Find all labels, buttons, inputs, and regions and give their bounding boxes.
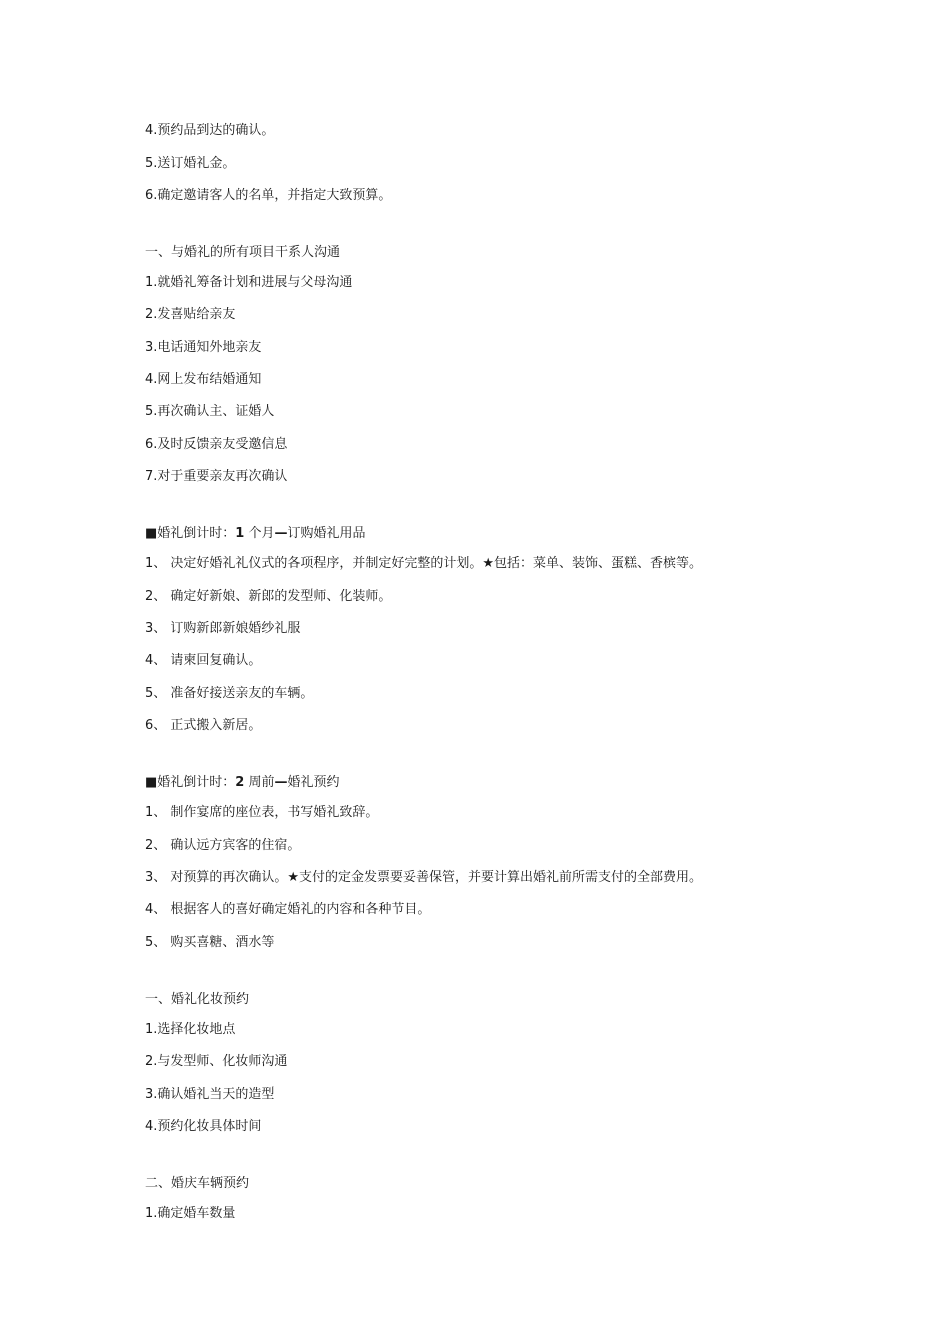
list-item: 3.电话通知外地亲友 <box>145 340 262 355</box>
list-item: 2.与发型师、化妆师沟通 <box>145 1054 288 1069</box>
section-heading-two-weeks <box>145 774 340 792</box>
section-heading-cars: 二、婚庆车辆预约 <box>145 1176 250 1191</box>
list-item: 4.网上发布结婚通知 <box>145 372 262 387</box>
list-item: 3.确认婚礼当天的造型 <box>145 1087 275 1102</box>
section-heading-makeup: 一、婚礼化妆预约 <box>145 992 250 1007</box>
list-item: 2.发喜贴给亲友 <box>145 307 236 322</box>
list-item: 1.确定婚车数量 <box>145 1206 236 1221</box>
section-heading-communication: 一、与婚礼的所有项目干系人沟通 <box>145 245 341 260</box>
heading-dash: — <box>274 526 288 541</box>
list-item: 4.预约化妆具体时间 <box>145 1119 262 1134</box>
list-item: 1.就婚礼筹备计划和进展与父母沟通 <box>145 275 353 290</box>
section-heading-one-month <box>145 525 366 543</box>
list-item: 3、 订购新郎新娘婚纱礼服 <box>145 621 301 636</box>
heading-number: 1 <box>235 526 245 541</box>
list-item: 6、 正式搬入新居。 <box>145 718 262 733</box>
heading-number: 2 <box>235 775 245 790</box>
list-item: 3、 对预算的再次确认。★支付的定金发票要妥善保管，并要计算出婚礼前所需支付的全部费用。 <box>145 870 703 885</box>
list-item: 4、 根据客人的喜好确定婚礼的内容和各种节目。 <box>145 902 431 917</box>
list-item: 5.送订婚礼金。 <box>145 156 236 171</box>
heading-unit: 个月 <box>244 526 275 541</box>
list-item: 6.及时反馈亲友受邀信息 <box>145 437 288 452</box>
list-item: 4、 请柬回复确认。 <box>145 653 262 668</box>
list-item: 7.对于重要亲友再次确认 <box>145 469 288 484</box>
heading-dash: — <box>274 775 288 790</box>
list-item: 6.确定邀请客人的名单，并指定大致预算。 <box>145 188 392 203</box>
list-item: 5、 准备好接送亲友的车辆。 <box>145 686 314 701</box>
list-item: 5.再次确认主、证婚人 <box>145 404 275 419</box>
heading-suffix: 婚礼预约 <box>287 775 340 790</box>
heading-suffix: 订购婚礼用品 <box>287 526 366 541</box>
list-item: 1、 决定好婚礼礼仪式的各项程序，并制定好完整的计划。★包括：菜单、装饰、蛋糕、香槟等。 <box>145 556 703 571</box>
list-item: 5、 购买喜糖、酒水等 <box>145 935 275 950</box>
list-item: 1、 制作宴席的座位表，书写婚礼致辞。 <box>145 805 379 820</box>
heading-prefix: ■婚礼倒计时： <box>145 775 236 790</box>
list-item: 2、 确定好新娘、新郎的发型师、化装师。 <box>145 589 392 604</box>
list-item: 4.预约品到达的确认。 <box>145 123 275 138</box>
list-item: 1.选择化妆地点 <box>145 1022 236 1037</box>
heading-prefix: ■婚礼倒计时： <box>145 526 236 541</box>
list-item: 2、 确认远方宾客的住宿。 <box>145 838 301 853</box>
heading-unit: 周前 <box>244 775 275 790</box>
